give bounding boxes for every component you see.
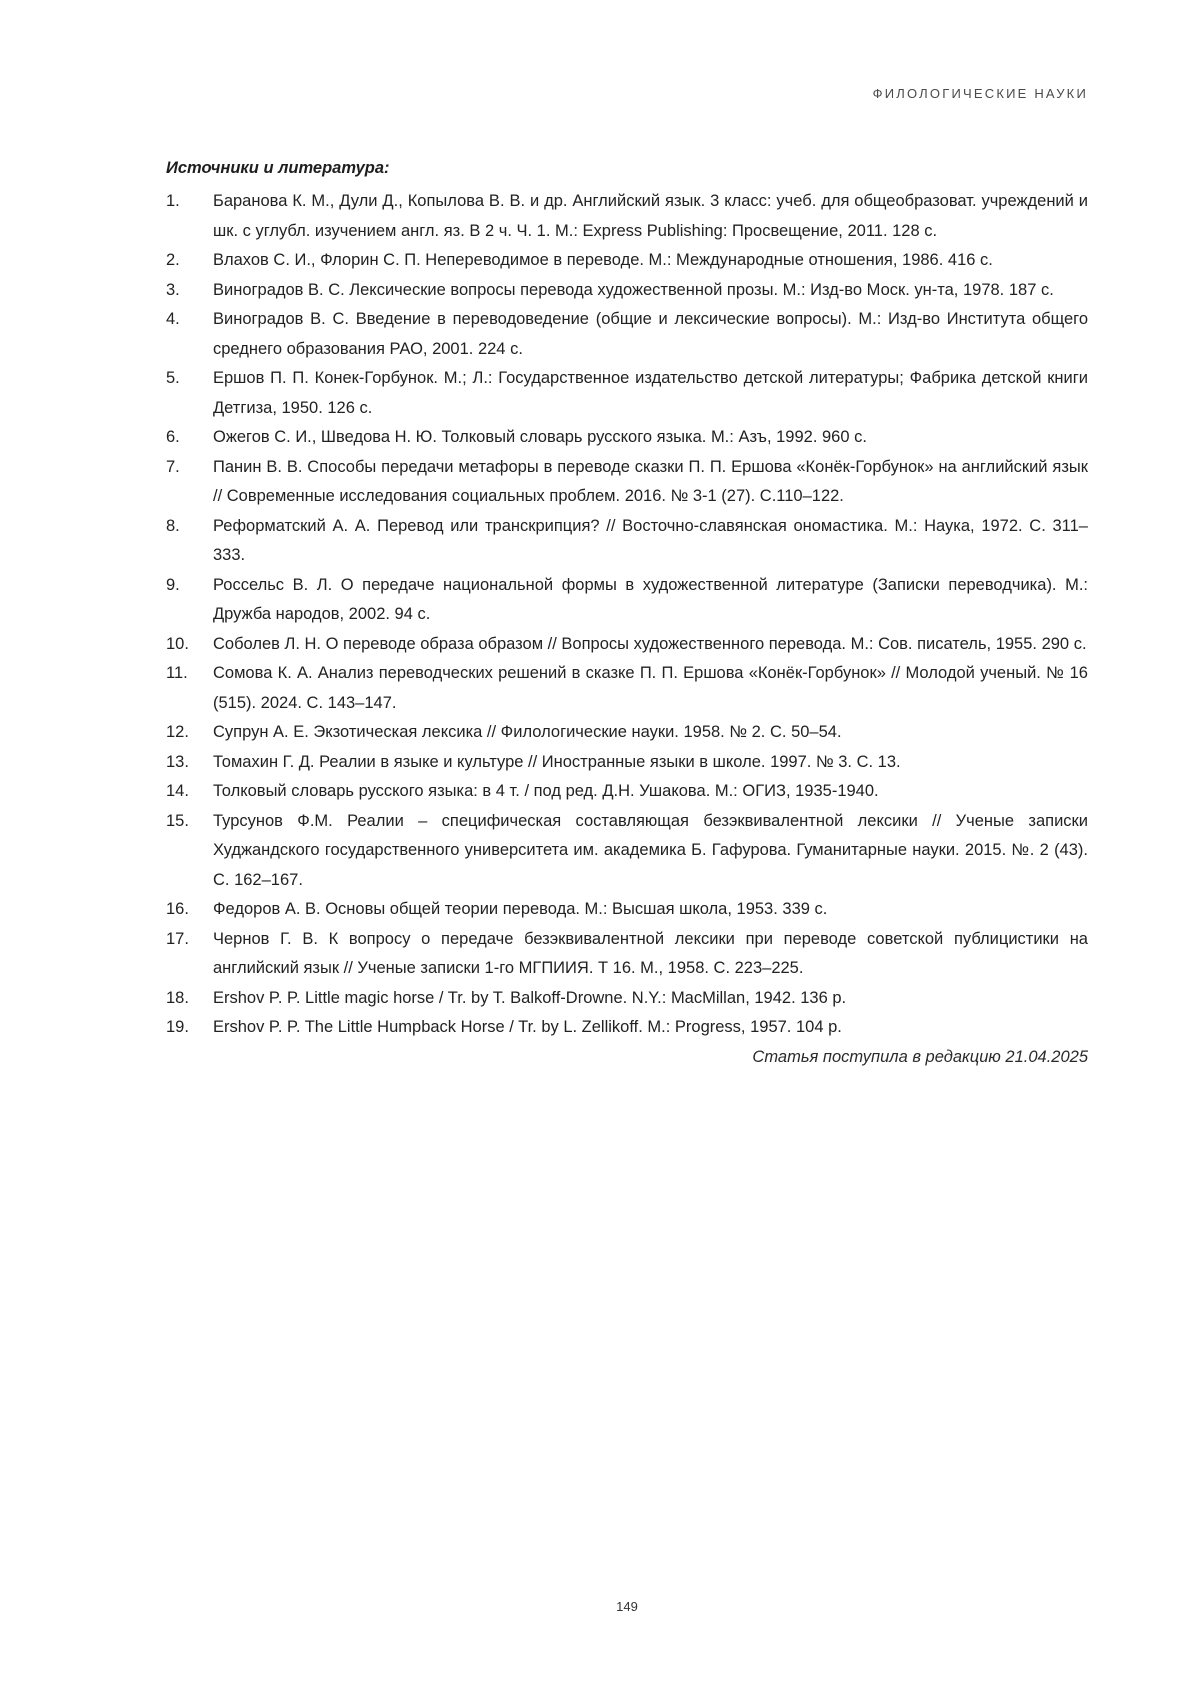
- running-header: ФИЛОЛОГИЧЕСКИЕ НАУКИ: [872, 86, 1088, 101]
- reference-number: 18.: [166, 988, 189, 1007]
- received-date-note: Статья поступила в редакцию 21.04.2025: [752, 1047, 1088, 1066]
- reference-item: [166, 984, 1088, 1014]
- section-title: Источники и литература:: [166, 159, 390, 177]
- reference-item: [166, 423, 1088, 453]
- reference-number: 8.: [166, 516, 180, 535]
- reference-number: 14.: [166, 782, 189, 800]
- reference-number: 9.: [166, 575, 180, 594]
- reference-number: 13.: [166, 752, 189, 771]
- reference-number: 16.: [166, 900, 189, 918]
- reference-item: [166, 571, 1088, 630]
- reference-text: Виноградов В. С. Введение в переводоведение (общие и лексические вопросы). М.: Изд-во Института общего среднего образования РАО, 2001. 224 с.: [213, 310, 1088, 358]
- reference-number: 3.: [166, 280, 180, 299]
- reference-item: [166, 807, 1088, 896]
- reference-text: Виноградов В. С. Лексические вопросы перевода художественной прозы. М.: Изд-во Моск. ун-та, 1978. 187 с.: [213, 280, 1054, 299]
- reference-item: [166, 187, 1088, 246]
- reference-text: Реформатский А. А. Перевод или транскрипция? // Восточно-славянская ономастика. М.: Наука, 1972. С. 311–333.: [213, 516, 1088, 564]
- reference-text: Влахов С. И., Флорин С. П. Непереводимое в переводе. М.: Международные отношения, 1986. 416 с.: [213, 251, 993, 269]
- reference-item: [166, 1013, 1088, 1043]
- page-number: 149: [616, 1599, 638, 1614]
- reference-text: Ожегов С. И., Шведова Н. Ю. Толковый словарь русского языка. М.: Азъ, 1992. 960 с.: [213, 428, 867, 446]
- references-list: [166, 187, 1088, 1043]
- reference-text: Томахин Г. Д. Реалии в языке и культуре // Иностранные языки в школе. 1997. № 3. С. 13.: [213, 752, 901, 771]
- reference-item: [166, 453, 1088, 512]
- reference-number: 6.: [166, 428, 180, 446]
- reference-text: Супрун А. Е. Экзотическая лексика // Филологические науки. 1958. № 2. С. 50–54.: [213, 723, 842, 741]
- reference-item: [166, 895, 1088, 925]
- reference-item: [166, 305, 1088, 364]
- reference-text: Турсунов Ф.М. Реалии – специфическая составляющая безэквивалентной лексики // Ученые записки Худжандского государственного университета им. академика Б. Гафурова. Гуманитарные науки. 2015. №. 2 (43). С. 162–167.: [213, 811, 1088, 889]
- reference-text: Панин В. В. Способы передачи метафоры в переводе сказки П. П. Ершова «Конёк-Горбунок» на английский язык // Современные исследования социальных проблем. 2016. № 3-1 (27). С.110–122.: [213, 457, 1088, 505]
- reference-number: 2.: [166, 251, 180, 269]
- reference-number: 7.: [166, 457, 180, 476]
- reference-item: [166, 276, 1088, 306]
- reference-text: Чернов Г. В. К вопросу о передаче безэквивалентной лексики при переводе советской публицистики на английский язык // Ученые записки 1-го МГПИИЯ. Т 16. М., 1958. С. 223–225.: [213, 929, 1088, 977]
- reference-item: [166, 777, 1088, 807]
- reference-number: 11.: [166, 664, 188, 682]
- reference-text: Федоров А. В. Основы общей теории перевода. М.: Высшая школа, 1953. 339 с.: [213, 900, 828, 918]
- reference-text: Баранова К. М., Дули Д., Копылова В. В. и др. Английский язык. 3 класс: учеб. для общеобразоват. учреждений и шк. с углубл. изучением англ. яз. В 2 ч. Ч. 1. М.: Express Publishing: Просвещение, 2011. 128 с.: [213, 192, 1088, 240]
- reference-item: [166, 630, 1088, 660]
- reference-text: Соболев Л. Н. О переводе образа образом // Вопросы художественного перевода. М.: Сов. писатель, 1955. 290 с.: [213, 634, 1087, 653]
- reference-item: [166, 246, 1088, 276]
- reference-number: 17.: [166, 929, 189, 948]
- reference-item: [166, 718, 1088, 748]
- reference-text: Россельс В. Л. О передаче национальной формы в художественной литературе (Записки переводчика). М.: Дружба народов, 2002. 94 с.: [213, 575, 1088, 623]
- reference-text: Толковый словарь русского языка: в 4 т. / под ред. Д.Н. Ушакова. М.: ОГИЗ, 1935-1940.: [213, 782, 879, 800]
- reference-item: [166, 925, 1088, 984]
- reference-number: 15.: [166, 811, 189, 830]
- references-section: [166, 155, 1088, 1072]
- reference-number: 10.: [166, 634, 189, 653]
- reference-item: [166, 512, 1088, 571]
- reference-item: [166, 748, 1088, 778]
- reference-number: 5.: [166, 369, 180, 387]
- reference-text: Ershov P. P. The Little Humpback Horse / Tr. by L. Zellikoff. M.: Progress, 1957. 104 p.: [213, 1018, 842, 1036]
- reference-number: 19.: [166, 1018, 189, 1036]
- reference-number: 12.: [166, 723, 189, 741]
- reference-text: Сомова К. А. Анализ переводческих решений в сказке П. П. Ершова «Конёк-Горбунок» // Молодой ученый. № 16 (515). 2024. С. 143–147.: [213, 664, 1088, 712]
- reference-item: [166, 659, 1088, 718]
- reference-text: Ershov P. P. Little magic horse / Tr. by T. Balkoff-Drowne. N.Y.: MacMillan, 1942. 136 p.: [213, 988, 847, 1007]
- reference-text: Ершов П. П. Конек-Горбунок. М.; Л.: Государственное издательство детской литературы; Фабрика детской книги Детгиза, 1950. 126 с.: [213, 369, 1088, 417]
- reference-number: 1.: [166, 192, 180, 210]
- reference-item: [166, 364, 1088, 423]
- reference-number: 4.: [166, 310, 180, 328]
